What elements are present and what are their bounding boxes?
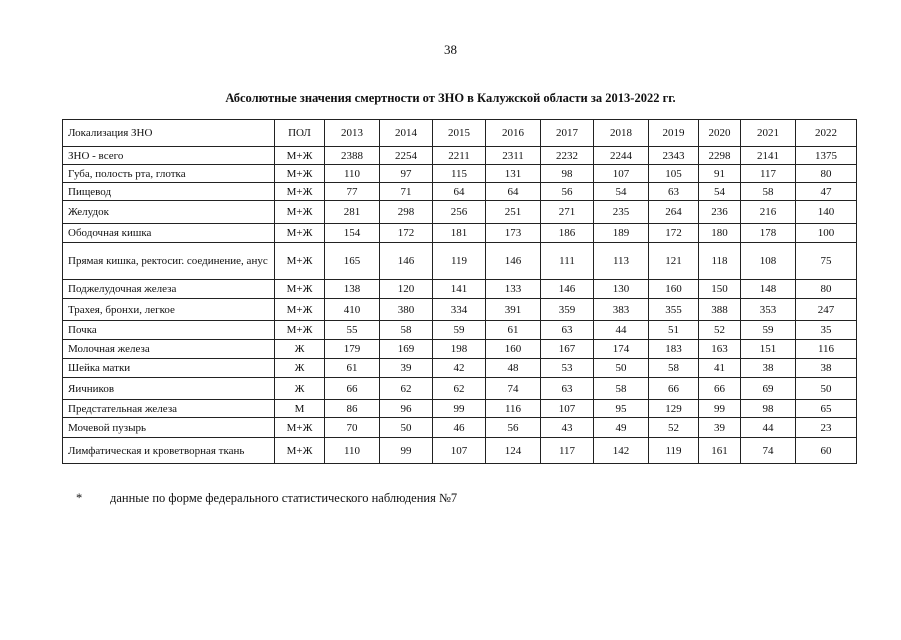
cell-value: 56 — [541, 183, 594, 201]
cell-value: 65 — [796, 400, 857, 418]
cell-value: 38 — [796, 359, 857, 378]
cell-sex: Ж — [275, 340, 325, 359]
cell-value: 49 — [594, 418, 649, 438]
cell-value: 54 — [594, 183, 649, 201]
cell-value: 62 — [380, 378, 433, 400]
cell-value: 74 — [741, 438, 796, 464]
cell-value: 117 — [741, 165, 796, 183]
cell-value: 53 — [541, 359, 594, 378]
cell-value: 39 — [380, 359, 433, 378]
cell-value: 91 — [699, 165, 741, 183]
cell-value: 108 — [741, 243, 796, 280]
cell-value: 59 — [433, 321, 486, 340]
cell-value: 121 — [649, 243, 699, 280]
cell-value: 133 — [486, 280, 541, 299]
cell-value: 116 — [486, 400, 541, 418]
cell-value: 163 — [699, 340, 741, 359]
cell-value: 107 — [433, 438, 486, 464]
cell-value: 66 — [699, 378, 741, 400]
cell-value: 148 — [741, 280, 796, 299]
cell-value: 118 — [699, 243, 741, 280]
cell-value: 86 — [325, 400, 380, 418]
cell-value: 62 — [433, 378, 486, 400]
cell-value: 50 — [380, 418, 433, 438]
cell-localization: Пищевод — [63, 183, 275, 201]
cell-value: 52 — [699, 321, 741, 340]
cell-value: 2298 — [699, 147, 741, 165]
cell-value: 110 — [325, 438, 380, 464]
cell-value: 63 — [541, 378, 594, 400]
cell-value: 298 — [380, 201, 433, 224]
cell-value: 353 — [741, 299, 796, 321]
cell-value: 236 — [699, 201, 741, 224]
cell-value: 264 — [649, 201, 699, 224]
cell-value: 383 — [594, 299, 649, 321]
cell-sex: М+Ж — [275, 147, 325, 165]
cell-value: 146 — [541, 280, 594, 299]
cell-value: 186 — [541, 224, 594, 243]
mortality-table — [62, 119, 857, 464]
cell-value: 183 — [649, 340, 699, 359]
cell-value: 2021 — [741, 120, 796, 147]
cell-value: 178 — [741, 224, 796, 243]
cell-value: 154 — [325, 224, 380, 243]
cell-sex: М+Ж — [275, 243, 325, 280]
cell-value: 80 — [796, 280, 857, 299]
cell-value: 119 — [649, 438, 699, 464]
cell-localization: Губа, полость рта, глотка — [63, 165, 275, 183]
cell-value: 64 — [486, 183, 541, 201]
cell-value: 61 — [486, 321, 541, 340]
cell-sex: М+Ж — [275, 165, 325, 183]
cell-value: 174 — [594, 340, 649, 359]
cell-value: 2232 — [541, 147, 594, 165]
cell-value: 74 — [486, 378, 541, 400]
table-row — [63, 359, 857, 378]
cell-localization: Поджелудочная железа — [63, 280, 275, 299]
cell-value: 256 — [433, 201, 486, 224]
cell-value: 115 — [433, 165, 486, 183]
cell-value: 107 — [541, 400, 594, 418]
cell-localization: Прямая кишка, ректосиг. соединение, анус — [63, 243, 275, 280]
cell-sex: Ж — [275, 378, 325, 400]
cell-sex: М+Ж — [275, 418, 325, 438]
cell-value: 98 — [741, 400, 796, 418]
cell-value: 2388 — [325, 147, 380, 165]
cell-value: 150 — [699, 280, 741, 299]
cell-value: 35 — [796, 321, 857, 340]
cell-value: 51 — [649, 321, 699, 340]
cell-value: 43 — [541, 418, 594, 438]
cell-value: 138 — [325, 280, 380, 299]
cell-value: 2343 — [649, 147, 699, 165]
header-row — [63, 120, 857, 147]
cell-localization: Мочевой пузырь — [63, 418, 275, 438]
cell-value: 50 — [594, 359, 649, 378]
cell-value: 100 — [796, 224, 857, 243]
cell-value: 151 — [741, 340, 796, 359]
table-row — [63, 165, 857, 183]
cell-value: 160 — [649, 280, 699, 299]
footnote-text: данные по форме федерального статистического наблюдения №7 — [110, 491, 458, 505]
cell-value: 47 — [796, 183, 857, 201]
cell-value: 2017 — [541, 120, 594, 147]
table-row — [63, 243, 857, 280]
cell-value: 70 — [325, 418, 380, 438]
cell-sex: ПОЛ — [275, 120, 325, 147]
cell-value: 42 — [433, 359, 486, 378]
table-row — [63, 299, 857, 321]
cell-value: 41 — [699, 359, 741, 378]
cell-value: 247 — [796, 299, 857, 321]
cell-value: 173 — [486, 224, 541, 243]
cell-value: 2018 — [594, 120, 649, 147]
cell-value: 58 — [741, 183, 796, 201]
cell-value: 2014 — [380, 120, 433, 147]
cell-value: 23 — [796, 418, 857, 438]
cell-localization: Предстательная железа — [63, 400, 275, 418]
cell-value: 66 — [325, 378, 380, 400]
cell-value: 64 — [433, 183, 486, 201]
table-row — [63, 201, 857, 224]
cell-value: 251 — [486, 201, 541, 224]
table-row — [63, 400, 857, 418]
footnote-mark: * — [76, 491, 83, 505]
cell-value: 410 — [325, 299, 380, 321]
cell-value: 116 — [796, 340, 857, 359]
cell-value: 141 — [433, 280, 486, 299]
cell-value: 52 — [649, 418, 699, 438]
cell-value: 235 — [594, 201, 649, 224]
cell-value: 198 — [433, 340, 486, 359]
cell-value: 63 — [541, 321, 594, 340]
cell-value: 169 — [380, 340, 433, 359]
cell-value: 181 — [433, 224, 486, 243]
cell-value: 2019 — [649, 120, 699, 147]
cell-value: 281 — [325, 201, 380, 224]
cell-value: 2244 — [594, 147, 649, 165]
cell-value: 110 — [325, 165, 380, 183]
cell-value: 58 — [380, 321, 433, 340]
cell-value: 54 — [699, 183, 741, 201]
cell-sex: М — [275, 400, 325, 418]
cell-localization: Молочная железа — [63, 340, 275, 359]
cell-value: 66 — [649, 378, 699, 400]
table-row — [63, 418, 857, 438]
cell-value: 179 — [325, 340, 380, 359]
cell-value: 391 — [486, 299, 541, 321]
cell-value: 165 — [325, 243, 380, 280]
cell-value: 1375 — [796, 147, 857, 165]
cell-value: 44 — [594, 321, 649, 340]
table-row — [63, 321, 857, 340]
cell-value: 161 — [699, 438, 741, 464]
cell-sex: М+Ж — [275, 224, 325, 243]
cell-value: 98 — [541, 165, 594, 183]
cell-value: 48 — [486, 359, 541, 378]
cell-value: 58 — [594, 378, 649, 400]
cell-value: 105 — [649, 165, 699, 183]
cell-value: 99 — [380, 438, 433, 464]
footnote — [76, 491, 457, 506]
cell-value: 80 — [796, 165, 857, 183]
cell-value: 120 — [380, 280, 433, 299]
cell-value: 99 — [699, 400, 741, 418]
page-number: 38 — [444, 42, 457, 57]
cell-value: 2022 — [796, 120, 857, 147]
cell-value: 77 — [325, 183, 380, 201]
cell-localization: Желудок — [63, 201, 275, 224]
cell-value: 117 — [541, 438, 594, 464]
cell-value: 189 — [594, 224, 649, 243]
cell-value: 59 — [741, 321, 796, 340]
cell-localization: Шейка матки — [63, 359, 275, 378]
table-row — [63, 438, 857, 464]
table-row — [63, 147, 857, 165]
cell-value: 172 — [649, 224, 699, 243]
cell-sex: Ж — [275, 359, 325, 378]
cell-value: 160 — [486, 340, 541, 359]
cell-value: 2013 — [325, 120, 380, 147]
cell-value: 2015 — [433, 120, 486, 147]
cell-value: 140 — [796, 201, 857, 224]
cell-value: 55 — [325, 321, 380, 340]
cell-localization: Ободочная кишка — [63, 224, 275, 243]
cell-value: 2020 — [699, 120, 741, 147]
cell-value: 167 — [541, 340, 594, 359]
cell-value: 50 — [796, 378, 857, 400]
cell-value: 146 — [486, 243, 541, 280]
cell-value: 124 — [486, 438, 541, 464]
cell-value: 380 — [380, 299, 433, 321]
cell-value: 71 — [380, 183, 433, 201]
cell-value: 355 — [649, 299, 699, 321]
cell-localization: Почка — [63, 321, 275, 340]
cell-value: 2254 — [380, 147, 433, 165]
cell-value: 113 — [594, 243, 649, 280]
cell-value: 359 — [541, 299, 594, 321]
cell-value: 56 — [486, 418, 541, 438]
cell-value: 180 — [699, 224, 741, 243]
cell-value: 99 — [433, 400, 486, 418]
cell-value: 2141 — [741, 147, 796, 165]
table-title: Абсолютные значения смертности от ЗНО в Калужской области за 2013-2022 гг. — [225, 91, 676, 105]
cell-sex: М+Ж — [275, 438, 325, 464]
cell-value: 39 — [699, 418, 741, 438]
cell-value: 146 — [380, 243, 433, 280]
table-row — [63, 224, 857, 243]
cell-value: 97 — [380, 165, 433, 183]
cell-value: 2311 — [486, 147, 541, 165]
cell-value: 69 — [741, 378, 796, 400]
cell-value: 2211 — [433, 147, 486, 165]
cell-value: 63 — [649, 183, 699, 201]
cell-value: 38 — [741, 359, 796, 378]
cell-value: 131 — [486, 165, 541, 183]
cell-localization: Яичников — [63, 378, 275, 400]
cell-sex: М+Ж — [275, 280, 325, 299]
table-row — [63, 340, 857, 359]
cell-value: 111 — [541, 243, 594, 280]
cell-value: 75 — [796, 243, 857, 280]
cell-value: 142 — [594, 438, 649, 464]
cell-localization: Трахея, бронхи, легкое — [63, 299, 275, 321]
cell-value: 271 — [541, 201, 594, 224]
cell-value: 44 — [741, 418, 796, 438]
cell-value: 61 — [325, 359, 380, 378]
cell-value: 96 — [380, 400, 433, 418]
cell-value: 2016 — [486, 120, 541, 147]
cell-value: 130 — [594, 280, 649, 299]
cell-value: 129 — [649, 400, 699, 418]
cell-value: 58 — [649, 359, 699, 378]
cell-value: 216 — [741, 201, 796, 224]
cell-value: 334 — [433, 299, 486, 321]
table-row — [63, 183, 857, 201]
table-row — [63, 378, 857, 400]
cell-sex: М+Ж — [275, 321, 325, 340]
cell-value: 60 — [796, 438, 857, 464]
cell-value: 95 — [594, 400, 649, 418]
cell-localization: Локализация ЗНО — [63, 120, 275, 147]
cell-localization: ЗНО - всего — [63, 147, 275, 165]
cell-value: 46 — [433, 418, 486, 438]
cell-localization: Лимфатическая и кроветворная ткань — [63, 438, 275, 464]
cell-sex: М+Ж — [275, 183, 325, 201]
cell-value: 172 — [380, 224, 433, 243]
cell-value: 388 — [699, 299, 741, 321]
cell-value: 119 — [433, 243, 486, 280]
cell-value: 107 — [594, 165, 649, 183]
table-row — [63, 280, 857, 299]
cell-sex: М+Ж — [275, 201, 325, 224]
cell-sex: М+Ж — [275, 299, 325, 321]
